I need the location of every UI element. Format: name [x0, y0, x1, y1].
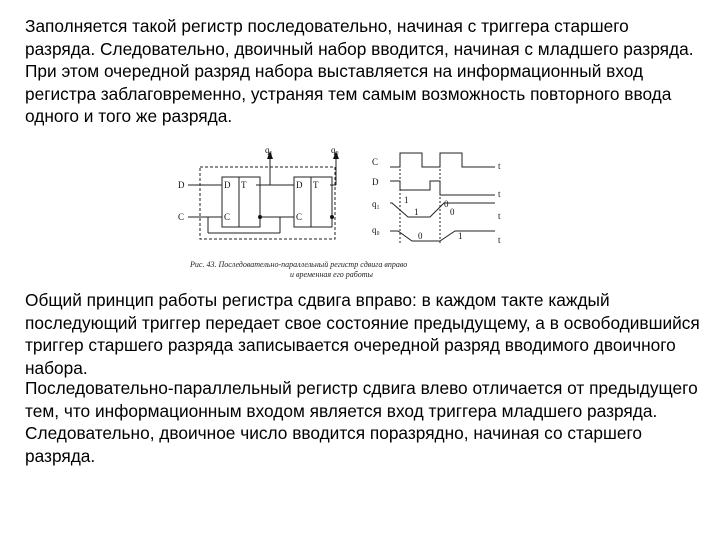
label-input-c: C [178, 212, 185, 222]
ff1-d-pin: D [224, 180, 231, 190]
timing-q0-value-1: 1 [458, 231, 463, 241]
timing-label-c: C [372, 157, 379, 167]
ff2-t-label: T [313, 180, 319, 190]
ff1-t-label: T [241, 180, 247, 190]
figure-caption-line1: Рис. 43. Последовательно-параллельный регистр сдвига вправо [190, 260, 408, 269]
timing-label-q1: q₁ [372, 199, 380, 209]
timing-t-1: t [498, 161, 501, 171]
label-q0: q₀ [331, 145, 339, 155]
timing-t-2: t [498, 189, 501, 199]
figure-caption-line2: и временная его работы [290, 270, 373, 279]
timing-d-value-1: 1 [404, 195, 409, 205]
circuit-frame [200, 167, 335, 239]
timing-c [390, 153, 495, 167]
timing-d-value-0: 0 [444, 199, 449, 209]
label-q1: q₁ [265, 145, 273, 155]
paragraph-intro: Заполняется такой регистр последовательно, начиная с триггера старшего разряда. Следовательно, двоичный набор вводится, начиная с младшего разряда. При этом очередной разряд набора выставляется на информационный вход регистра заблаговременно, устраняя тем самым возможность повторного ввода одного и того же разряда. [25, 16, 694, 126]
timing-q1-value-0: 0 [450, 207, 455, 217]
label-input-d: D [178, 180, 185, 190]
paragraph-shift-left: Последовательно-параллельный регистр сдвига влево отличается от предыдущего тем, что информационным входом является вход триггера младшего разряда. Следовательно, двоичное число вводится поразрядно, начиная со старшего разряда. [25, 378, 698, 466]
ff2-d-pin: D [296, 180, 303, 190]
timing-t-4: t [498, 235, 501, 245]
node-ff1-c [258, 215, 262, 219]
timing-label-d: D [372, 177, 379, 187]
ff1-c-pin: C [224, 212, 231, 222]
paragraph-shift-right: Общий принцип работы регистра сдвига вправо: в каждом такте каждый последующий триггер передает свое состояние предыдущему, а в освободившийся триггер старшего разряда записывается очередной разряд вводимого двоичного набора. [25, 290, 700, 378]
ff2-c-pin: C [296, 212, 303, 222]
timing-q0-value-0: 0 [418, 231, 423, 241]
timing-q1-value-1: 1 [414, 207, 419, 217]
timing-label-q0: q₀ [372, 225, 380, 235]
register-figure [160, 145, 510, 285]
timing-t-3: t [498, 211, 501, 221]
timing-d [390, 181, 495, 195]
timing-q1 [390, 203, 495, 217]
node-ff2-c [330, 215, 334, 219]
timing-q0 [390, 231, 495, 241]
